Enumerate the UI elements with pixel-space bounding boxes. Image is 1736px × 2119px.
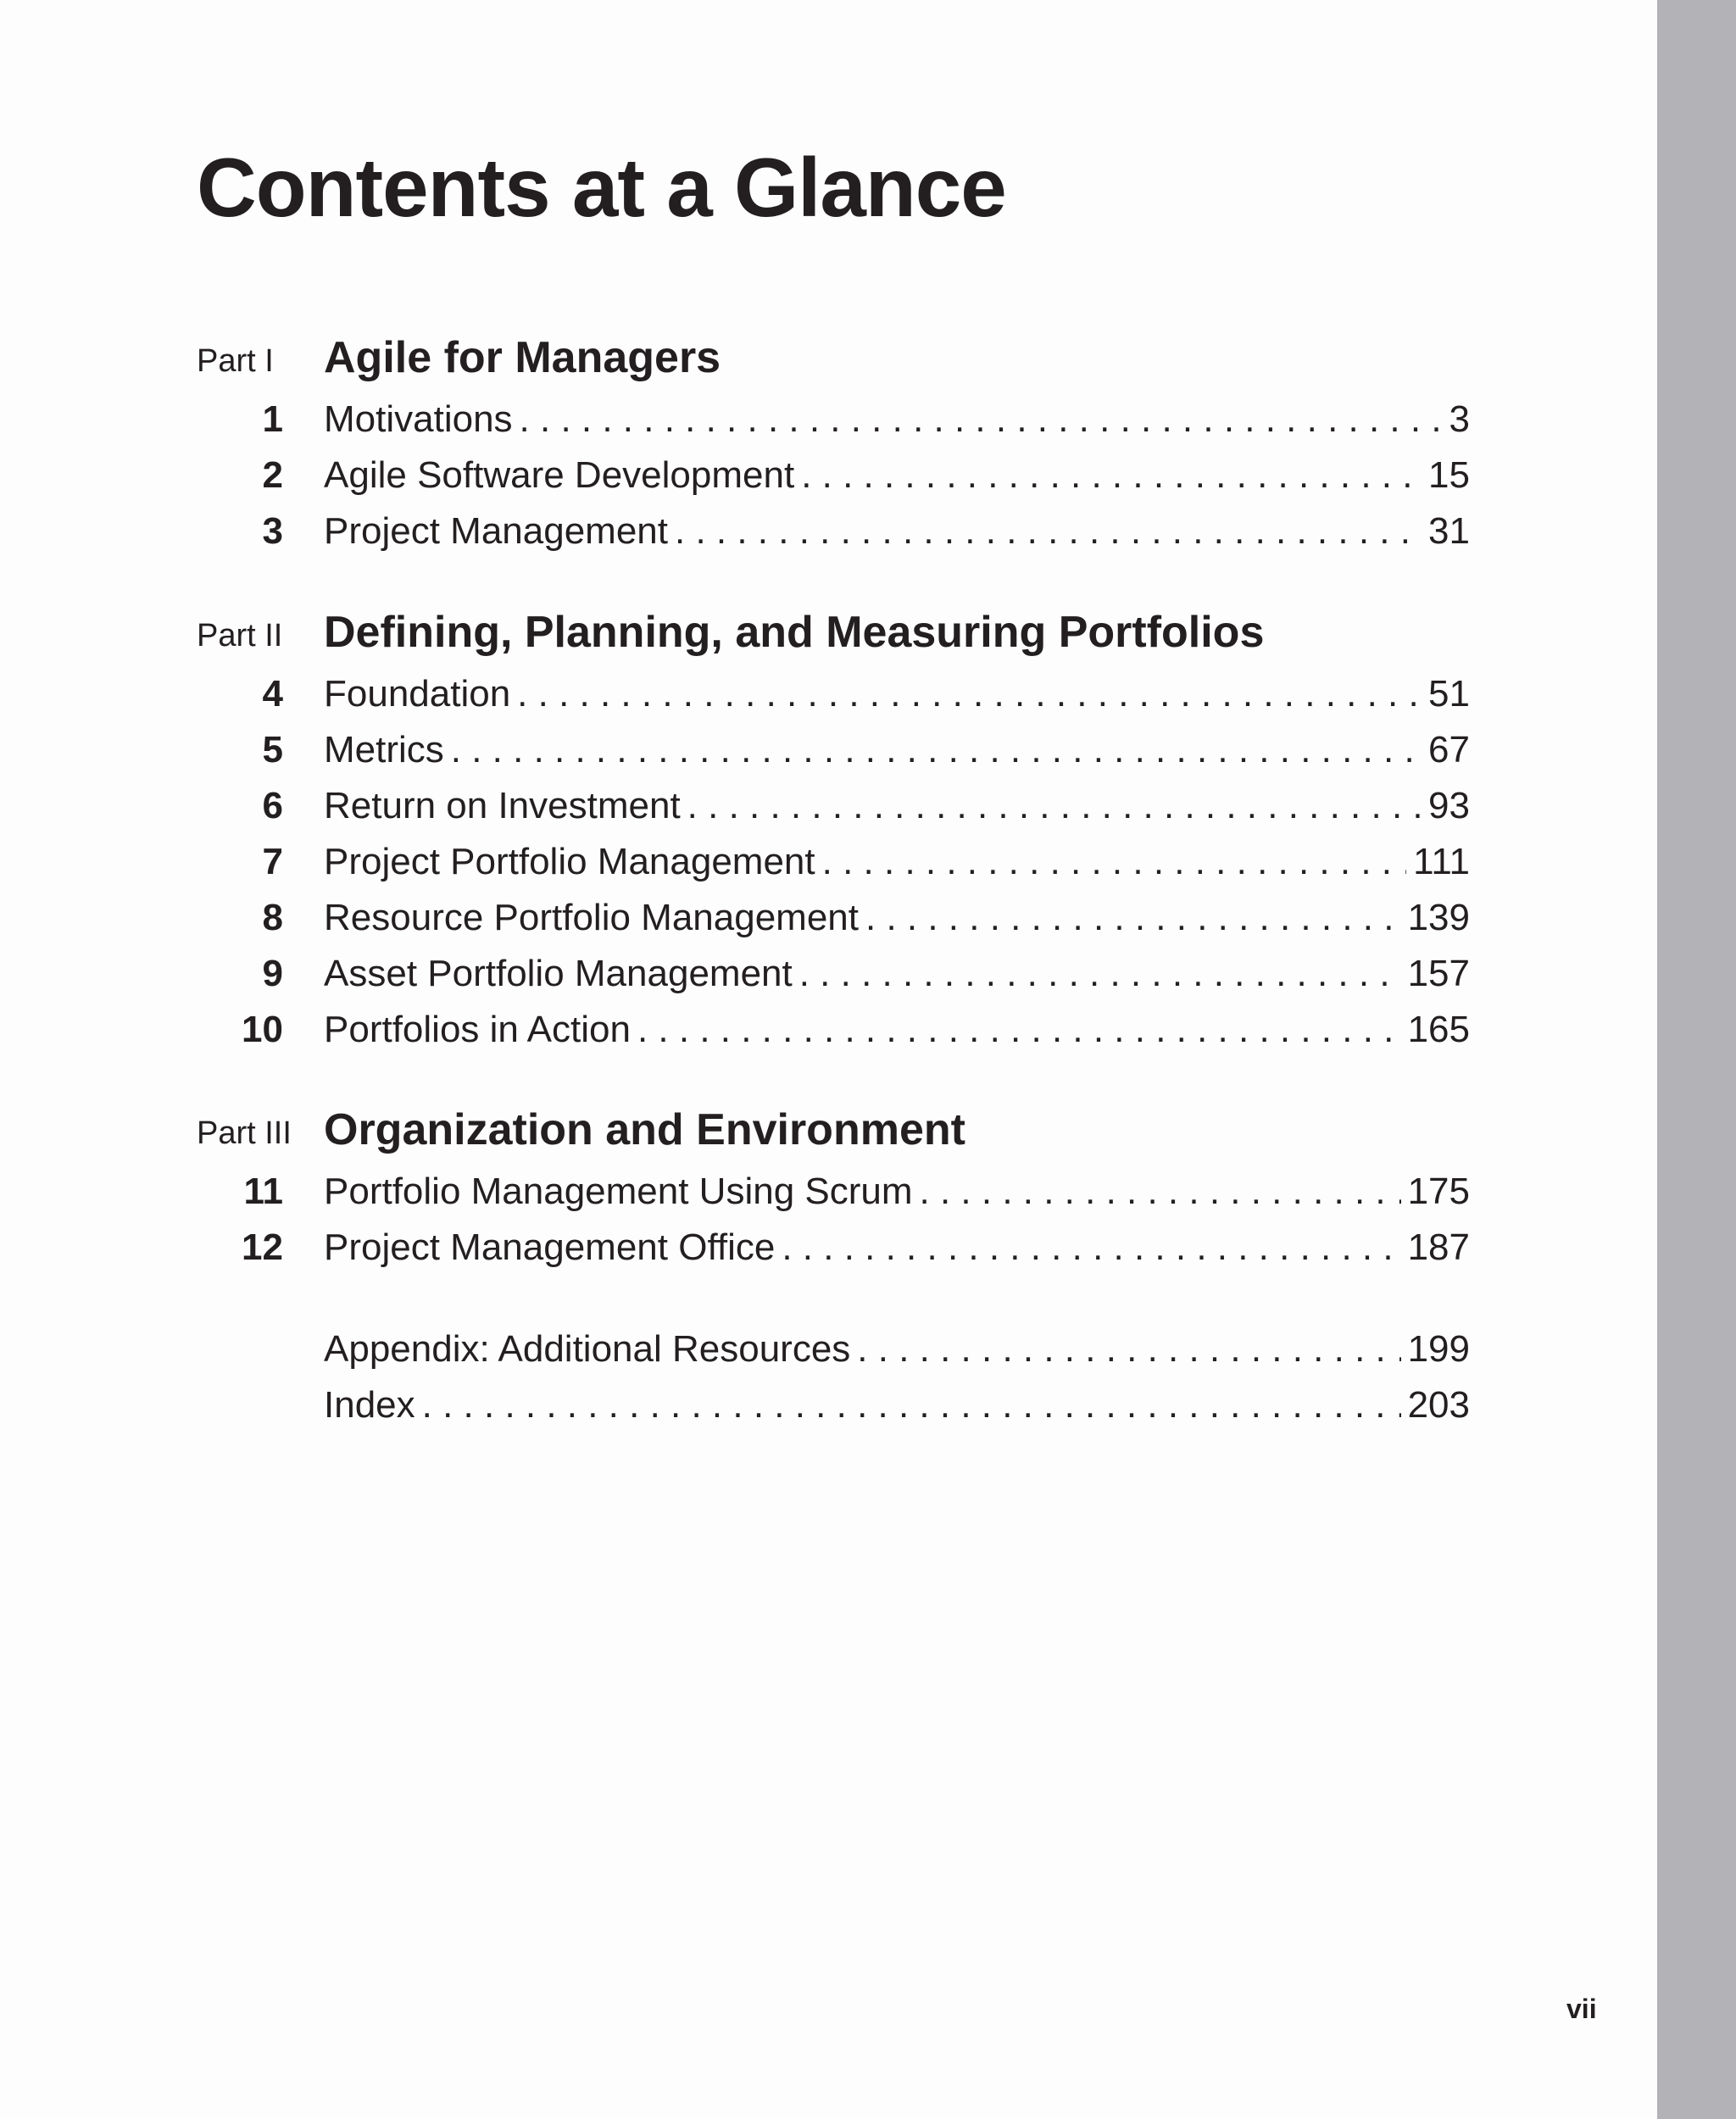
dot-leader	[857, 1328, 1400, 1371]
dot-leader	[920, 1171, 1401, 1213]
dot-leader	[422, 1384, 1401, 1427]
page-number: 175	[1407, 1171, 1470, 1212]
chapter-title: Project Management Office	[324, 1226, 776, 1268]
chapter-number: 2	[262, 454, 283, 496]
page-number: 165	[1407, 1009, 1470, 1050]
chapter-title: Project Management	[324, 510, 668, 552]
dot-leader	[675, 510, 1422, 553]
page-number: 31	[1428, 510, 1470, 552]
chapter-title: Agile Software Development	[324, 454, 795, 496]
part-label: Part II	[197, 618, 283, 653]
chapter-number: 6	[262, 785, 283, 826]
part-label: Part I	[197, 343, 274, 379]
dot-leader	[451, 729, 1422, 771]
chapter-number: 7	[262, 841, 283, 882]
chapter-number: 8	[262, 897, 283, 938]
dot-leader	[520, 398, 1443, 441]
dot-leader	[799, 953, 1401, 995]
entry-title: Appendix: Additional Resources	[324, 1328, 851, 1370]
page-number: 199	[1407, 1328, 1470, 1370]
page-number: 157	[1407, 953, 1470, 994]
dot-leader	[865, 897, 1401, 939]
page-number: 3	[1449, 398, 1470, 440]
chapter-number: 1	[262, 398, 283, 440]
page-number: 67	[1428, 729, 1470, 770]
page-number: 203	[1407, 1384, 1470, 1426]
dot-leader	[801, 454, 1422, 497]
toc-entry[interactable]	[197, 729, 1470, 780]
chapter-number: 10	[242, 1009, 283, 1050]
toc-entry-index[interactable]	[197, 1384, 1470, 1435]
dot-leader	[687, 785, 1422, 827]
part-heading-3	[197, 1105, 1470, 1162]
page-number: 15	[1428, 454, 1470, 496]
chapter-title: Foundation	[324, 673, 511, 715]
page-edge-band	[1657, 0, 1736, 2119]
part-heading-2	[197, 608, 1470, 665]
chapter-title: Portfolio Management Using Scrum	[324, 1171, 913, 1212]
chapter-title: Metrics	[324, 729, 444, 770]
toc-entry-appendix[interactable]	[197, 1328, 1470, 1379]
dot-leader	[517, 673, 1422, 715]
entry-title: Index	[324, 1384, 415, 1426]
part-title: Organization and Environment	[324, 1105, 965, 1154]
toc-entry[interactable]	[197, 785, 1470, 836]
chapter-title: Return on Investment	[324, 785, 681, 826]
chapter-number: 11	[243, 1171, 283, 1212]
part-label: Part III	[197, 1115, 292, 1151]
chapter-number: 12	[242, 1226, 283, 1268]
chapter-title: Project Portfolio Management	[324, 841, 815, 882]
page-number: 187	[1407, 1226, 1470, 1268]
toc-entry[interactable]	[197, 673, 1470, 724]
toc-entry[interactable]	[197, 510, 1470, 561]
toc-entry[interactable]	[197, 953, 1470, 1004]
dot-leader	[822, 841, 1406, 883]
dot-leader	[637, 1009, 1401, 1051]
part-title: Defining, Planning, and Measuring Portfolios	[324, 608, 1265, 657]
page-number: 93	[1428, 785, 1470, 826]
page-number: 139	[1407, 897, 1470, 938]
toc-entry[interactable]	[197, 398, 1470, 449]
part-heading-1	[197, 333, 1470, 390]
toc-entry[interactable]	[197, 841, 1470, 892]
page-title: Contents at a Glance	[197, 141, 1006, 234]
toc-entry[interactable]	[197, 1009, 1470, 1060]
chapter-number: 9	[262, 953, 283, 994]
page-number: 111	[1413, 841, 1470, 882]
part-title: Agile for Managers	[324, 333, 721, 382]
toc-entry[interactable]	[197, 897, 1470, 948]
chapter-number: 5	[262, 729, 283, 770]
chapter-title: Resource Portfolio Management	[324, 897, 859, 938]
chapter-title: Portfolios in Action	[324, 1009, 631, 1050]
page-number: 51	[1428, 673, 1470, 715]
toc-entry[interactable]	[197, 1226, 1470, 1277]
toc-entry[interactable]	[197, 1171, 1470, 1221]
toc-entry[interactable]	[197, 454, 1470, 505]
page-folio: vii	[1566, 1994, 1597, 2024]
dot-leader	[782, 1226, 1400, 1269]
chapter-title: Asset Portfolio Management	[324, 953, 793, 994]
chapter-number: 3	[262, 510, 283, 552]
chapter-number: 4	[262, 673, 283, 715]
chapter-title: Motivations	[324, 398, 513, 440]
